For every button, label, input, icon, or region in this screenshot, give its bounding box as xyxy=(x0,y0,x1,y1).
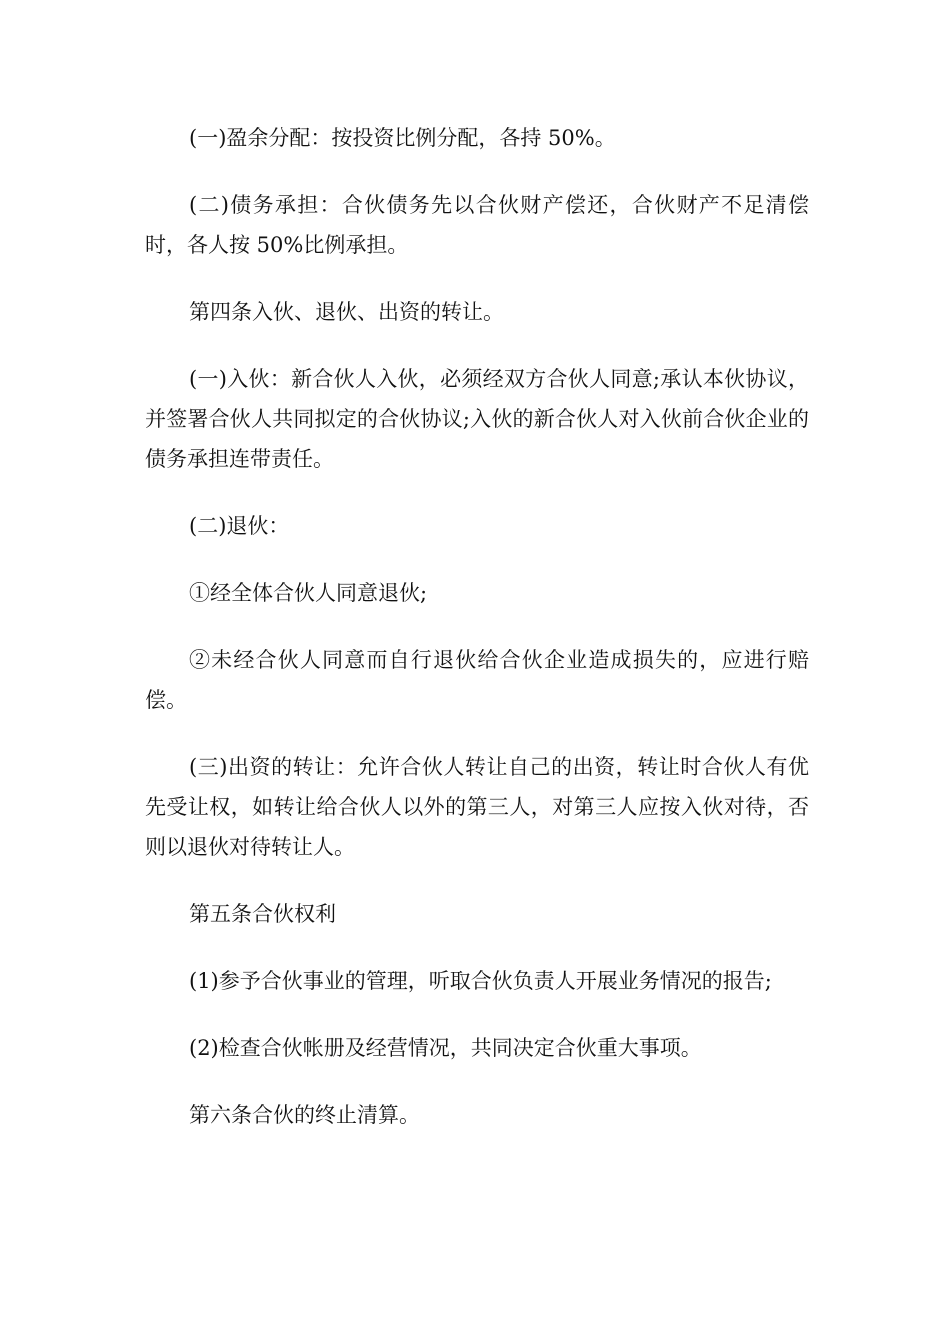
list-item-management-right: (1)参予合伙事业的管理，听取合伙负责人开展业务情况的报告; xyxy=(189,969,772,993)
paragraph-debt-liability: (二)债务承担：合伙债务先以合伙财产偿还，合伙财产不足清偿时，各人按 50%比例承担。 xyxy=(145,193,809,257)
paragraph-admission: (一)入伙：新合伙人入伙，必须经双方合伙人同意;承认本伙协议，并签署合伙人共同拟定的合伙协议;入伙的新合伙人对入伙前合伙企业的债务承担连带责任。 xyxy=(145,367,809,471)
heading-article-six: 第六条合伙的终止清算。 xyxy=(189,1103,420,1127)
list-item-inspection-right: (2)检查合伙帐册及经营情况，共同决定合伙重大事项。 xyxy=(189,1036,702,1060)
list-item-withdrawal-compensation: ②未经合伙人同意而自行退伙给合伙企业造成损失的，应进行赔偿。 xyxy=(145,648,809,712)
heading-article-five: 第五条合伙权利 xyxy=(189,902,336,926)
document-body xyxy=(145,118,809,1162)
paragraph-withdrawal: (二)退伙： xyxy=(189,514,290,538)
paragraph-capital-transfer: (三)出资的转让：允许合伙人转让自己的出资，转让时合伙人有优先受让权，如转让给合伙人以外的第三人，对第三人应按入伙对待，否则以退伙对待转让人。 xyxy=(145,755,809,859)
paragraph-profit-distribution: (一)盈余分配：按投资比例分配，各持 50%。 xyxy=(189,126,616,150)
heading-article-four: 第四条入伙、退伙、出资的转让。 xyxy=(189,300,504,324)
list-item-withdrawal-consent: ①经全体合伙人同意退伙; xyxy=(189,581,428,605)
